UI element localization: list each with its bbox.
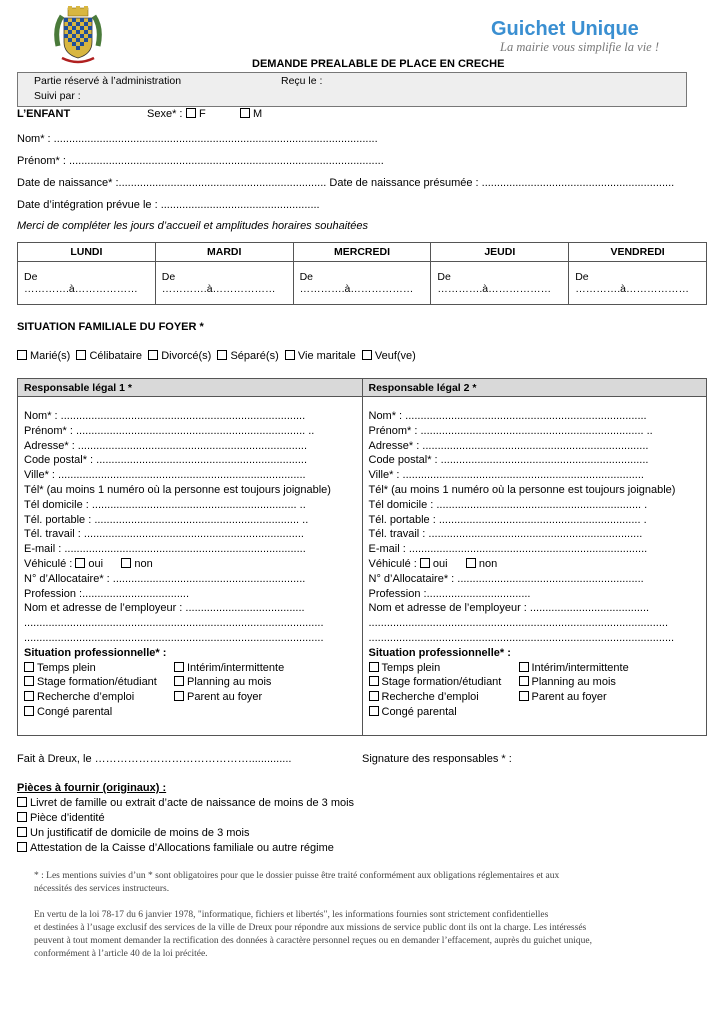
checkbox-icon[interactable] xyxy=(17,350,27,360)
situation-options xyxy=(24,661,362,720)
checkbox-icon[interactable] xyxy=(285,350,295,360)
situation-option[interactable] xyxy=(174,661,324,676)
situation-option-label: Stage formation/étudiant xyxy=(381,676,502,689)
resp-field[interactable]: Code postal* : .................................................................... xyxy=(368,454,649,467)
resp-field[interactable]: Profession :.................................. xyxy=(368,587,531,600)
checkbox-icon[interactable] xyxy=(24,662,34,672)
family-heading: SITUATION FAMILIALE DU FOYER * xyxy=(17,321,204,333)
day-hours-cell[interactable]: De ………….à……………… xyxy=(155,262,293,305)
family-option[interactable]: Divorcé(s) xyxy=(148,350,211,362)
checkbox-icon[interactable] xyxy=(466,558,476,568)
privacy-note: En vertu de la loi 78-17 du 6 janvier 1978, "informatique, fichiers et libertés", les informations fournies sont strictement confidentielles et destinées à l’usage exclusif des services de la ville de Dreux pour répondre aux missions de service public dont ils ont la charge. Les intéressés peuvent à tout moment demander la rectification des données à caractère personnel reçues ou en demander l’effacement, auprès du guichet unique, conformément à l’article 40 de la loi précitée. xyxy=(34,910,592,959)
child-birth-field[interactable]: Date de naissance* :.................................................................... Date de naissance présumée : ............................................................... xyxy=(17,177,675,189)
resp-field[interactable]: N° d’Allocataire* : ............................................................... xyxy=(24,572,306,585)
resp-field[interactable]: Ville* : ............................................................................... xyxy=(368,469,644,482)
day-header: LUNDI xyxy=(18,243,156,262)
checkbox-icon[interactable] xyxy=(240,108,250,118)
checkbox-icon[interactable] xyxy=(148,350,158,360)
resp-field[interactable]: Nom* : ............................................................................... xyxy=(368,410,647,422)
situation-option-label: Recherche d’emploi xyxy=(381,691,479,704)
vehicle-label: Véhiculé : xyxy=(368,557,420,570)
situation-option[interactable] xyxy=(519,675,669,690)
docs-heading: Pièces à fournir (originaux) : xyxy=(17,782,167,794)
checkbox-icon[interactable] xyxy=(186,108,196,118)
situation-option-label: Stage formation/étudiant xyxy=(37,676,157,689)
resp-field[interactable]: .................................................................................................. xyxy=(368,617,669,630)
situation-option-label: Congé parental xyxy=(381,705,457,718)
resp2-cell xyxy=(362,397,707,736)
day-header: MERCREDI xyxy=(293,243,431,262)
situation-heading: Situation professionnelle* : xyxy=(368,646,511,659)
situation-option[interactable] xyxy=(519,661,669,676)
checkbox-icon[interactable] xyxy=(369,706,379,716)
child-firstname-field[interactable]: Prénom* : ....................................................................................................... xyxy=(17,155,384,167)
situation-option-label: Planning au mois xyxy=(531,676,616,689)
resp-field[interactable]: Tél. portable : .................................................................. . xyxy=(368,513,647,526)
situation-option-label: Parent au foyer xyxy=(187,691,263,704)
day-hours-cell[interactable]: De ………….à……………… xyxy=(431,262,569,305)
day-header: JEUDI xyxy=(431,243,569,262)
resp-field[interactable]: Prénom* : ........................................................................... .. xyxy=(24,424,315,437)
checkbox-icon[interactable] xyxy=(217,350,227,360)
child-heading: L’ENFANT xyxy=(17,108,71,120)
resp2-title: Responsable légal 2 * xyxy=(362,379,707,397)
situation-option[interactable] xyxy=(369,690,519,705)
admin-received-label: Reçu le : xyxy=(281,75,323,87)
resp1-cell xyxy=(18,397,363,736)
situation-heading: Situation professionnelle* : xyxy=(24,646,167,659)
checkbox-icon[interactable] xyxy=(174,662,184,672)
resp-field[interactable]: .................................................................................................. xyxy=(24,631,324,644)
resp-field[interactable]: Nom* : ................................................................................ xyxy=(24,410,306,422)
situation-option[interactable] xyxy=(369,675,519,690)
family-option[interactable]: Marié(s) xyxy=(17,350,70,362)
resp-field[interactable]: Tél domicile : ................................................................... . xyxy=(368,498,648,511)
family-option[interactable]: Séparé(s) xyxy=(217,350,278,362)
situation-option[interactable] xyxy=(519,690,669,705)
situation-option-label: Recherche d’emploi xyxy=(37,691,135,704)
vehicle-option-label: non xyxy=(478,557,516,570)
checkbox-icon[interactable] xyxy=(369,676,379,686)
place-date-field[interactable]: Fait à Dreux, le …………………………………….............. xyxy=(17,753,292,765)
doc-item: Attestation de la Caisse d’Allocations familiale ou autre régime xyxy=(17,842,334,854)
sex-label: Sexe* : xyxy=(147,108,183,120)
doc-item: Pièce d’identité xyxy=(17,812,105,824)
checkbox-icon[interactable] xyxy=(17,827,27,837)
mandatory-note: * : Les mentions suivies d’un * sont obligatoires pour que le dossier puisse être traité conformément aux obligations réglementaires et aux nécessités des services instructeurs. xyxy=(34,871,560,894)
checkbox-icon[interactable] xyxy=(369,662,379,672)
resp1-title: Responsable légal 1 * xyxy=(18,379,363,397)
day-header: VENDREDI xyxy=(569,243,707,262)
vehicle-label: Véhiculé : xyxy=(24,557,76,570)
checkbox-icon[interactable] xyxy=(24,676,34,686)
situation-option-label: Temps plein xyxy=(37,661,96,674)
instructions-text: Merci de compléter les jours d’accueil et amplitudes horaires souhaitées xyxy=(17,220,368,232)
situation-option[interactable] xyxy=(369,661,519,676)
day-header: MARDI xyxy=(155,243,293,262)
vehicle-option-label: non xyxy=(134,557,172,570)
resp-field[interactable]: Tél. portable : ................................................................... .. xyxy=(24,513,309,526)
resp-field[interactable]: Tél* (au moins 1 numéro où la personne est toujours joignable) xyxy=(24,483,331,496)
resp-field[interactable]: Adresse* : .......................................................................... xyxy=(368,439,649,452)
day-hours-cell[interactable]: De ………….à……………… xyxy=(569,262,707,305)
situation-option[interactable] xyxy=(24,661,174,676)
situation-option-label: Planning au mois xyxy=(187,676,272,689)
situation-option[interactable] xyxy=(24,675,174,690)
day-hours-cell[interactable]: De ………….à……………… xyxy=(18,262,156,305)
brand-name: Guichet Unique xyxy=(491,18,639,40)
vehicle-option-label: oui xyxy=(432,557,466,570)
resp-field[interactable]: Tél domicile : ................................................................... .. xyxy=(24,498,306,511)
resp-field[interactable]: Ville* : ................................................................................. xyxy=(24,469,306,482)
resp-field[interactable]: N° d’Allocataire* : ............................................................. xyxy=(368,572,644,585)
checkbox-icon[interactable] xyxy=(75,558,85,568)
vehicle-field[interactable] xyxy=(369,557,707,572)
vehicle-field[interactable] xyxy=(24,557,362,572)
resp-field[interactable]: Nom et adresse de l’employeur : ....................................... xyxy=(24,602,305,615)
resp-field[interactable]: Tél* (au moins 1 numéro où la personne est toujours joignable) xyxy=(368,483,676,496)
checkbox-icon[interactable] xyxy=(121,558,131,568)
situation-option[interactable] xyxy=(174,675,324,690)
doc-item: Un justificatif de domicile de moins de 3 mois xyxy=(17,827,249,839)
situation-option-label: Intérim/intermittente xyxy=(531,661,629,674)
checkbox-icon[interactable] xyxy=(420,558,430,568)
checkbox-icon[interactable] xyxy=(519,662,529,672)
checkbox-icon[interactable] xyxy=(362,350,372,360)
sex-m-option[interactable]: M xyxy=(240,108,262,120)
resp-field[interactable]: Profession :................................... xyxy=(24,587,190,600)
checkbox-icon[interactable] xyxy=(17,812,27,822)
resp-field[interactable]: E-mail : ............................................................................... xyxy=(24,543,306,556)
situation-option-label: Intérim/intermittente xyxy=(187,661,285,674)
sex-f-option[interactable]: F xyxy=(186,108,206,120)
resp-field[interactable]: Tél. travail : ...................................................................... xyxy=(368,528,643,541)
child-integration-field[interactable]: Date d’intégration prévue le : .................................................... xyxy=(17,199,320,211)
checkbox-icon[interactable] xyxy=(17,797,27,807)
days-table xyxy=(17,242,707,305)
situation-option-label: Congé parental xyxy=(37,705,113,718)
resp-field[interactable]: .................................................................................................... xyxy=(368,631,675,644)
child-name-field[interactable]: Nom* : .......................................................................................................... xyxy=(17,133,378,145)
signature-label: Signature des responsables * : xyxy=(362,753,512,765)
resp-field[interactable]: Nom et adresse de l’employeur : ....................................... xyxy=(368,602,650,615)
checkbox-icon[interactable] xyxy=(369,691,379,701)
situation-options xyxy=(369,661,707,720)
checkbox-icon[interactable] xyxy=(174,691,184,701)
checkbox-icon[interactable] xyxy=(519,676,529,686)
day-hours-cell[interactable]: De ………….à……………… xyxy=(293,262,431,305)
resp-field[interactable]: Adresse* : ........................................................................... xyxy=(24,439,308,452)
resp-field[interactable]: Prénom* : ......................................................................... .. xyxy=(368,424,653,437)
family-options xyxy=(17,350,416,362)
situation-option[interactable] xyxy=(369,705,519,720)
situation-option[interactable] xyxy=(174,690,324,705)
resp-field[interactable]: Code postal* : ..................................................................... xyxy=(24,454,308,467)
checkbox-icon[interactable] xyxy=(24,706,34,716)
doc-item: Livret de famille ou extrait d’acte de naissance de moins de 3 mois xyxy=(17,797,354,809)
page-title: DEMANDE PREALABLE DE PLACE EN CRECHE xyxy=(252,58,505,70)
family-option[interactable]: Veuf(ve) xyxy=(362,350,416,362)
admin-followed-label: Suivi par : xyxy=(34,90,81,102)
admin-reserved-label: Partie réservé à l’administration xyxy=(34,75,182,87)
checkbox-icon[interactable] xyxy=(519,691,529,701)
resp-field[interactable]: E-mail : .............................................................................. xyxy=(368,543,648,556)
situation-option[interactable] xyxy=(24,690,174,705)
resp-field[interactable]: .................................................................................................. xyxy=(24,617,324,630)
family-option[interactable]: Vie maritale xyxy=(285,350,356,362)
checkbox-icon[interactable] xyxy=(174,676,184,686)
vehicle-option-label: oui xyxy=(88,557,122,570)
resp-field[interactable]: Tél. travail : ........................................................................ xyxy=(24,528,304,541)
city-crest-logo xyxy=(52,6,104,68)
checkbox-icon[interactable] xyxy=(76,350,86,360)
responsables-table xyxy=(17,378,707,736)
family-option[interactable]: Célibataire xyxy=(76,350,142,362)
checkbox-icon[interactable] xyxy=(17,842,27,852)
situation-option-label: Parent au foyer xyxy=(531,691,607,704)
situation-option-label: Temps plein xyxy=(381,661,441,674)
situation-option[interactable] xyxy=(24,705,174,720)
brand-tagline: La mairie vous simplifie la vie ! xyxy=(500,40,660,54)
checkbox-icon[interactable] xyxy=(24,691,34,701)
